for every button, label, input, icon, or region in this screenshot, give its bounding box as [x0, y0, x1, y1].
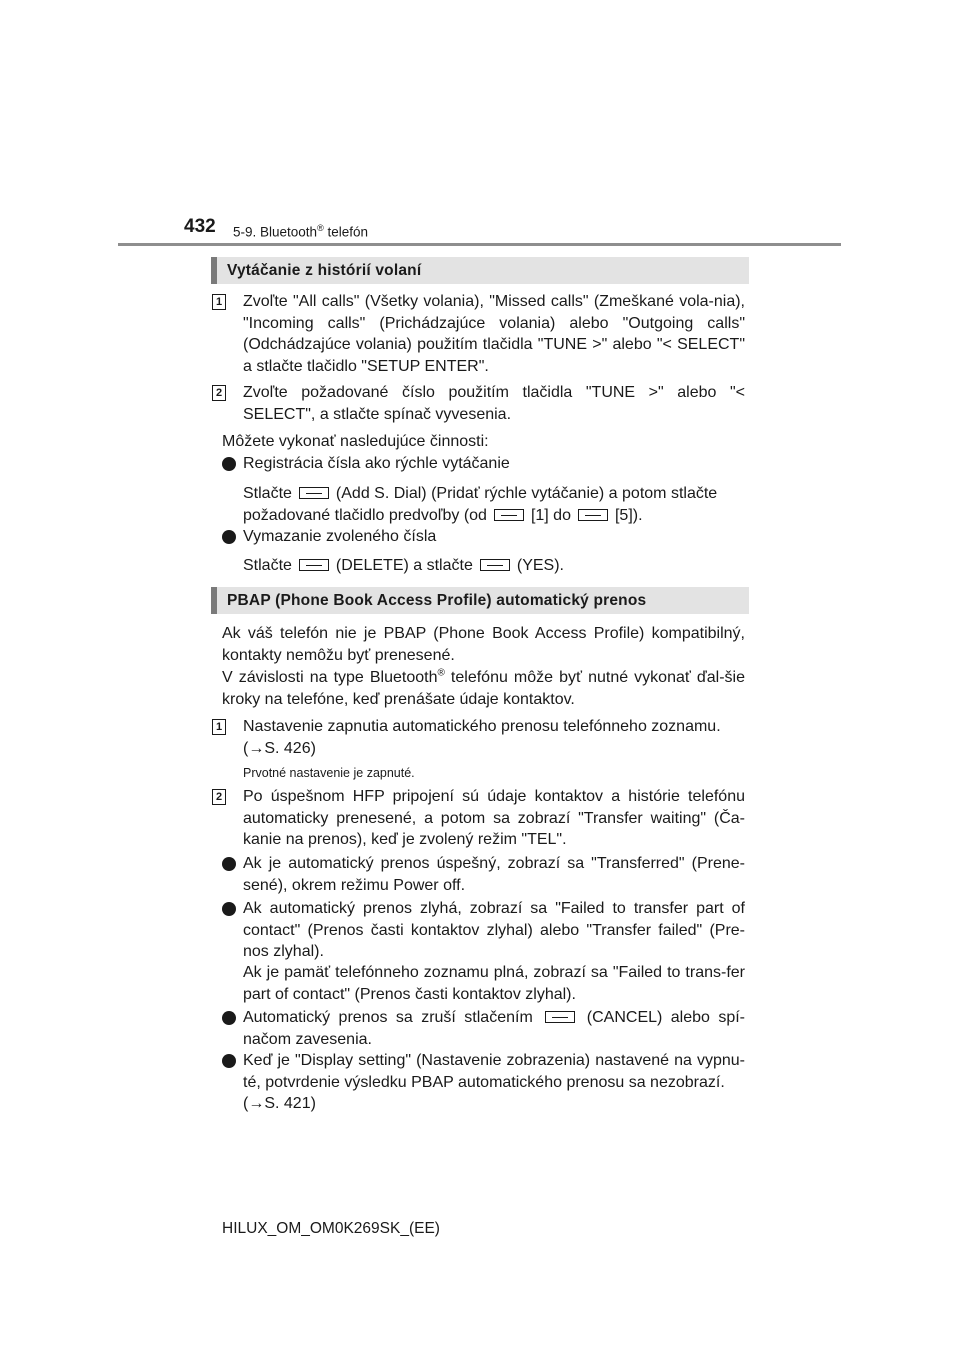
speed-dial-line-2	[243, 505, 745, 527]
text-fragment: (Add S. Dial) (Pridať rýchle vytáčanie) a potom stlačte	[335, 485, 718, 502]
text-fragment: Automatický prenos sa zruší stlačením	[243, 1009, 533, 1026]
bullet-icon	[222, 1011, 236, 1025]
registered-mark: ®	[437, 667, 445, 679]
bullet-display-setting: Keď je "Display setting" (Nastavenie zobrazenia) nastavené na vypnu-té, potvrdenie výsledku PBAP automatického prenosu sa nezobrazí.	[243, 1052, 745, 1091]
text-fragment: Stlačte	[243, 485, 292, 502]
section-suffix: telefón	[323, 224, 368, 240]
text-fragment: telefónu môže byť nutné vykonať ďal-šie kroky na telefóne, keď prenášate údaje kontaktov.	[222, 669, 745, 708]
bullet-icon	[222, 1054, 236, 1068]
text-fragment: (YES).	[516, 557, 564, 574]
registered-mark: ®	[317, 223, 324, 233]
pbap-paragraph-2	[222, 667, 745, 710]
button-icon	[299, 487, 329, 499]
button-icon	[578, 509, 608, 521]
button-icon	[480, 559, 510, 571]
text-fragment: V závislosti na type Bluetooth	[222, 669, 438, 686]
speed-dial-line-1	[243, 483, 745, 505]
bullet-speed-dial-title: Registrácia čísla ako rýchle vytáčanie	[243, 455, 510, 472]
header-rule	[118, 243, 841, 246]
page-number: 432	[184, 216, 216, 237]
running-header	[233, 223, 368, 240]
button-icon	[494, 509, 524, 521]
pbap-paragraph-1: Ak váš telefón nie je PBAP (Phone Book Access Profile) kompatibilný, kontakty nemôžu byť prenesené.	[222, 625, 745, 664]
text-fragment: (CANCEL) alebo spí-načom zavesenia.	[243, 1009, 745, 1048]
step-2-text: Zvoľte požadované číslo použitím tlačidla "TUNE >" alebo "< SELECT", a stlačte spínač vyvesenia.	[243, 384, 745, 423]
text-fragment: [5]).	[614, 507, 643, 524]
page-reference: (→S. 421)	[243, 1095, 316, 1112]
delete-instruction	[243, 555, 745, 577]
step-1-text: Zvoľte "All calls" (Všetky volania), "Missed calls" (Zmeškané vola-nia), "Incoming calls" (Prichádzajúce volania) alebo "Outgoing calls" (Odchádzajúce volania) použitím tlačidla "TUNE >" alebo "< SELECT" a stlačte tlačidlo "SETUP ENTER".	[243, 293, 745, 375]
bullet-failed: Ak automatický prenos zlyhá, zobrazí sa "Failed to transfer part of contact" (Prenos časti kontaktov zlyhal) alebo "Transfer failed" (Pre-nos zlyhal).	[243, 900, 745, 960]
button-icon	[545, 1011, 575, 1023]
bullet-icon	[222, 857, 236, 871]
section-title-pbap: PBAP (Phone Book Access Profile) automatický prenos	[211, 587, 749, 614]
step-1-text: Nastavenie zapnutia automatického prenosu telefónneho zoznamu.	[243, 718, 721, 735]
bullet-failed-memory-full: Ak je pamäť telefónneho zoznamu plná, zobrazí sa "Failed to trans-fer part of contact" (Prenos časti kontaktov zlyhal).	[243, 964, 745, 1003]
text-fragment: Stlačte	[243, 557, 292, 574]
step-1-marker: 1	[212, 294, 226, 310]
section-label: 5-9. Bluetooth	[233, 224, 318, 240]
document-code: HILUX_OM_OM0K269SK_(EE)	[222, 1220, 440, 1237]
operations-intro: Môžete vykonať nasledujúce činnosti:	[222, 433, 489, 450]
button-icon	[299, 559, 329, 571]
step-2-marker: 2	[212, 789, 226, 805]
bullet-transferred: Ak je automatický prenos úspešný, zobrazí sa "Transferred" (Prene-sené), okrem režimu Power off.	[243, 855, 745, 894]
bullet-delete-title: Vymazanie zvoleného čísla	[243, 528, 437, 545]
step-1-marker: 1	[212, 719, 226, 735]
step-2-text: Po úspešnom HFP pripojení sú údaje kontaktov a histórie telefónu automaticky prenesené, a potom sa zobrazí "Transfer waiting" (Ča-kanie na prenos), keď je zvolený režim "TEL".	[243, 788, 745, 848]
page-reference: (→S. 426)	[243, 740, 316, 757]
bullet-icon	[222, 457, 236, 471]
text-fragment: [1] do	[530, 507, 571, 524]
text-fragment: (DELETE) a stlačte	[335, 557, 473, 574]
note-text: Prvotné nastavenie je zapnuté.	[243, 766, 415, 780]
section-title-call-history: Vytáčanie z histórií volaní	[211, 257, 749, 284]
step-2-marker: 2	[212, 385, 226, 401]
bullet-icon	[222, 902, 236, 916]
text-fragment: požadované tlačidlo predvoľby (od	[243, 507, 487, 524]
bullet-icon	[222, 530, 236, 544]
bullet-cancel	[243, 1007, 745, 1050]
